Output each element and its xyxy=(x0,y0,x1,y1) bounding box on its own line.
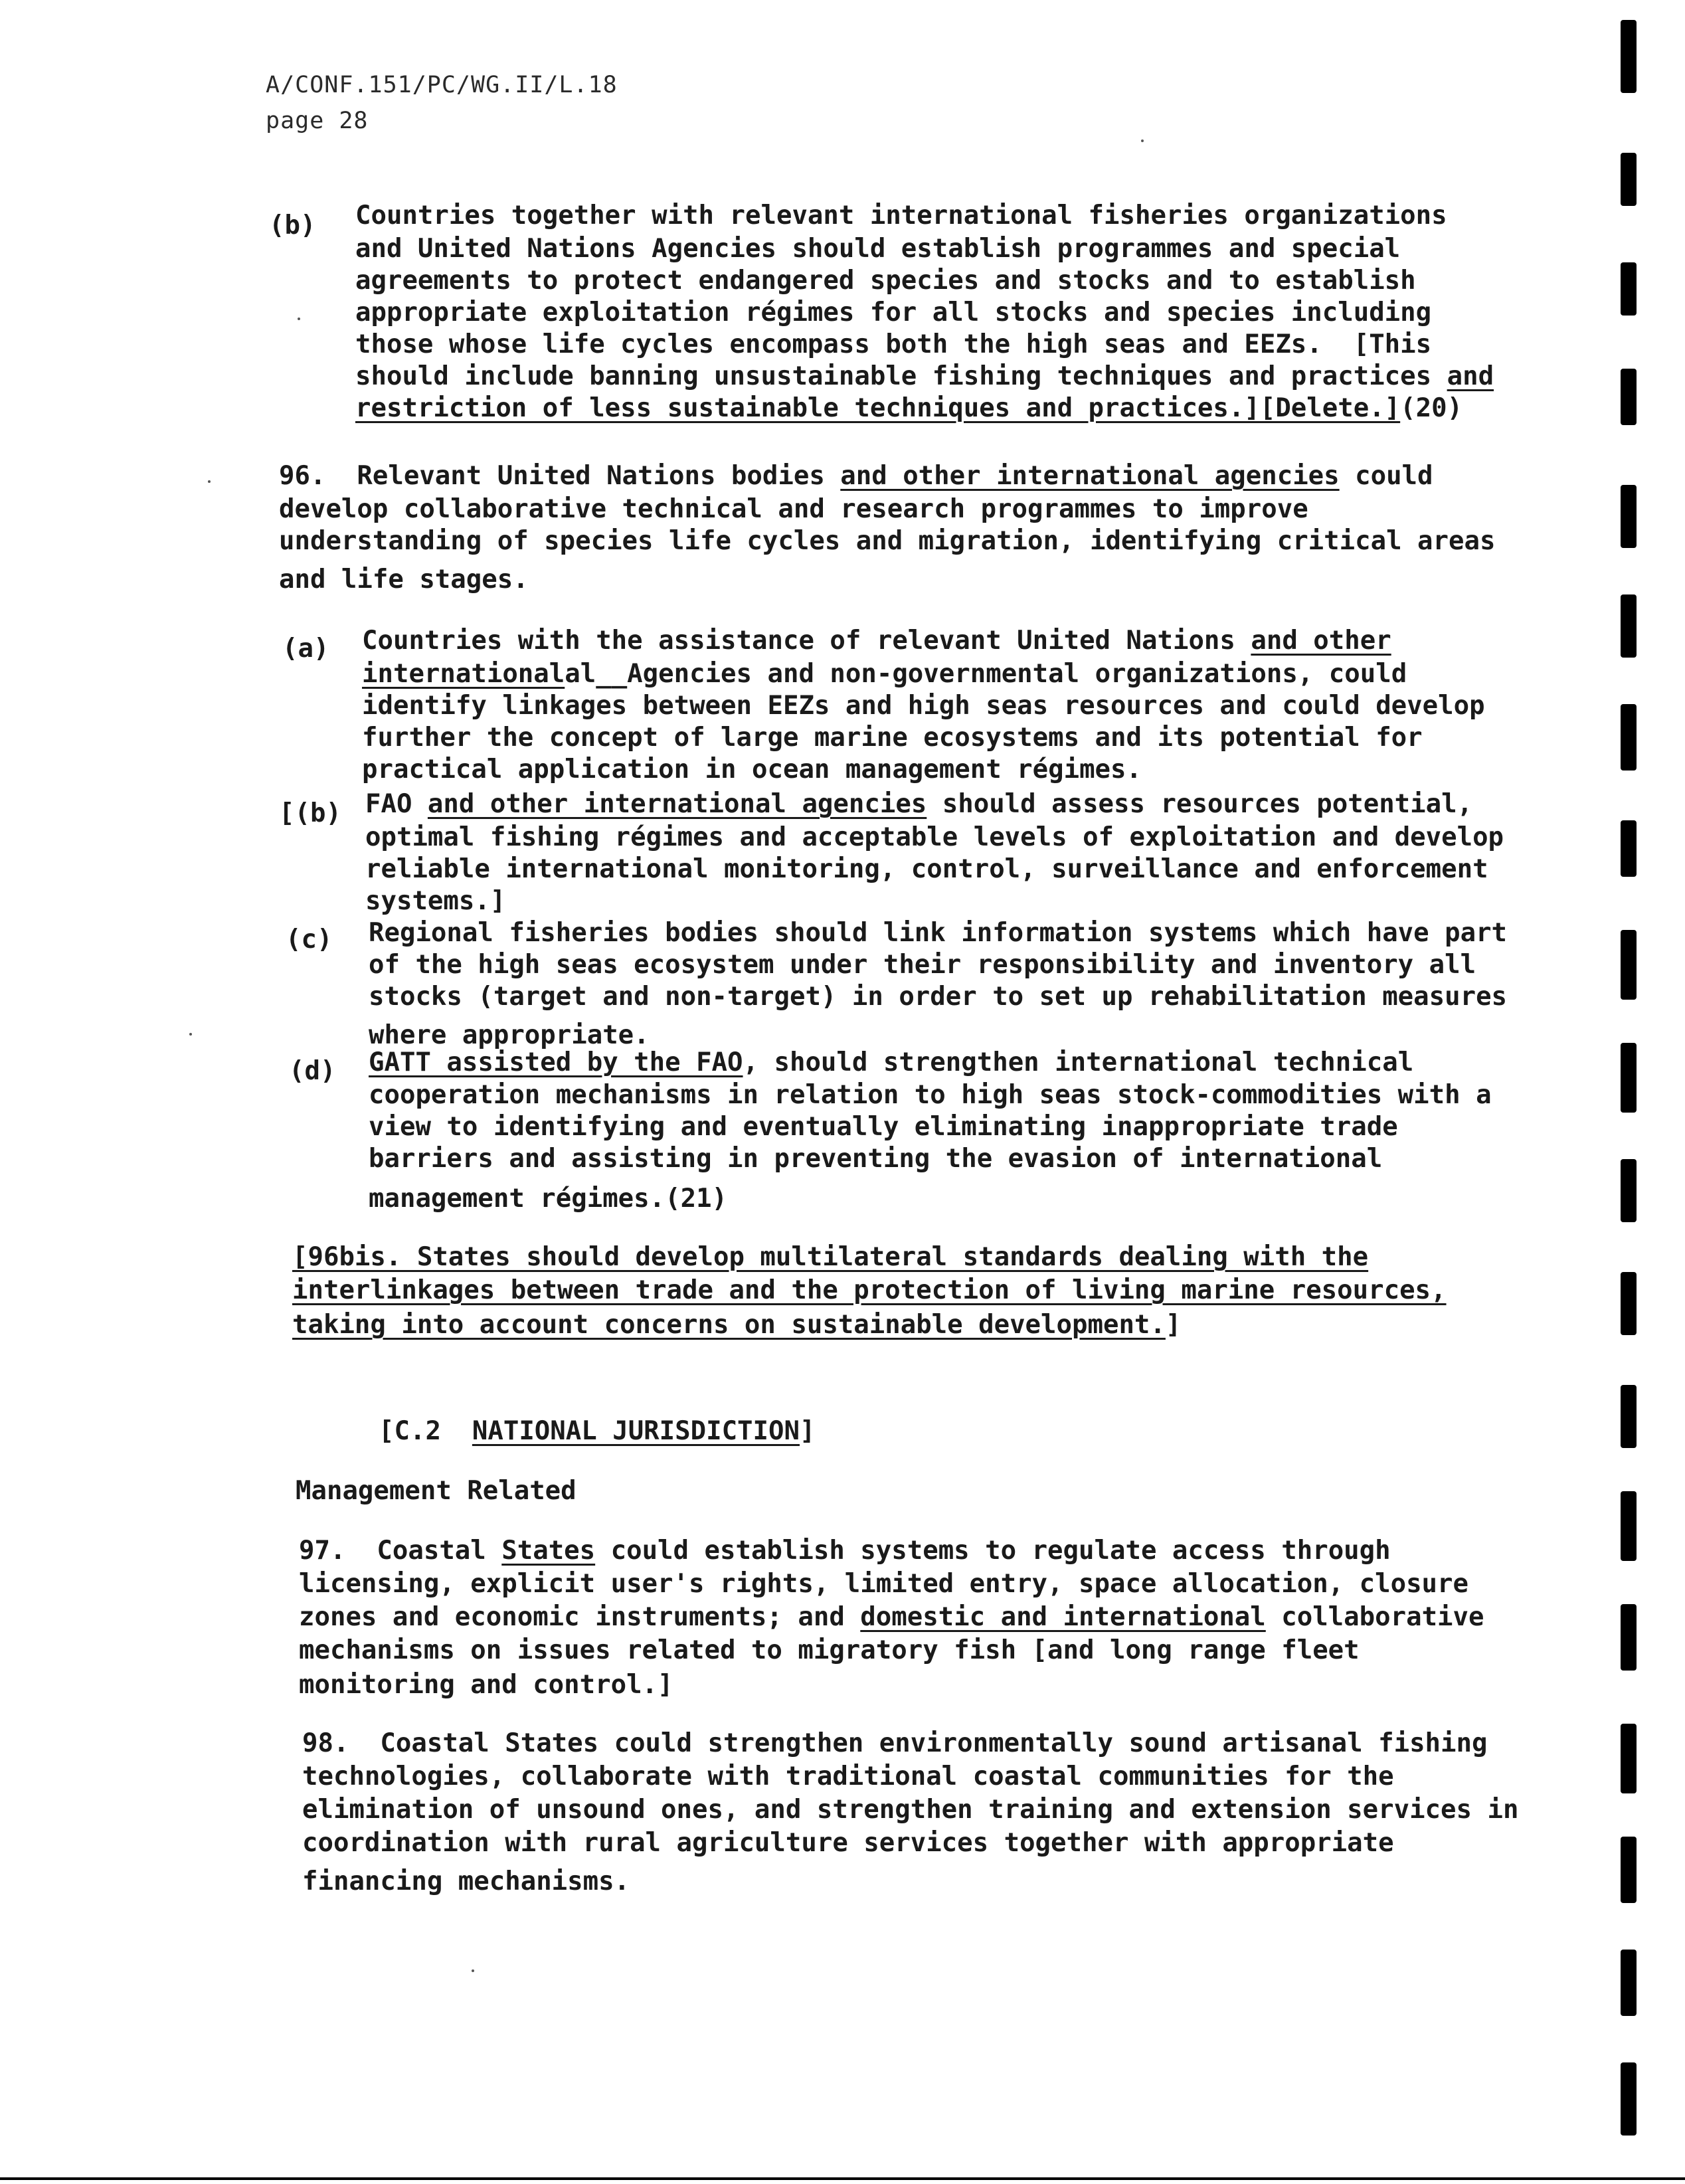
para-96b-line-2: optimal fishing régimes and acceptable levels of exploitation and develop xyxy=(365,822,1504,852)
margin-bar xyxy=(1621,1724,1637,1793)
para-96d-line-1-b: , should strengthen international technical xyxy=(743,1047,1414,1077)
para-95b-line-2: and United Nations Agencies should establish programmes and special xyxy=(355,234,1401,264)
para-95b-footnote-20: (20) xyxy=(1400,393,1463,423)
para-96-line-4: and life stages. xyxy=(279,565,529,594)
para-95b-line-6-text: should include banning unsustainable fishing techniques and practices xyxy=(355,361,1447,391)
para-96-line-1-b: could xyxy=(1339,461,1433,491)
para-97-line-3-b: collaborative xyxy=(1265,1602,1484,1632)
margin-bar xyxy=(1621,704,1637,771)
scan-speck xyxy=(472,1969,474,1972)
para-96-line-2: develop collaborative technical and research programmes to improve xyxy=(279,494,1308,524)
para-96bis-line-3 xyxy=(292,1309,1181,1342)
para-96a-line-2-b: al__Agencies and non-governmental organizations, could xyxy=(565,659,1407,689)
para-96a-underlined-international: international xyxy=(362,659,565,689)
para-97-line-2: licensing, explicit user's rights, limited entry, space allocation, closure xyxy=(299,1569,1468,1599)
para-96bis-underlined-2: interlinkages between trade and the protection of living marine resources, xyxy=(292,1275,1447,1305)
para-96-line-1 xyxy=(279,460,1433,493)
item-marker-c: (c) xyxy=(286,925,333,955)
scan-speck xyxy=(208,480,211,483)
scan-speck xyxy=(1141,139,1144,142)
scan-speck xyxy=(189,1033,192,1036)
para-96c-line-1: Regional fisheries bodies should link information systems which have part xyxy=(369,918,1508,948)
margin-bar xyxy=(1621,1159,1637,1222)
margin-bar xyxy=(1621,1837,1637,1903)
subheading: Management Related xyxy=(296,1476,576,1506)
margin-bar xyxy=(1621,369,1637,425)
para-96c-line-4: where appropriate. xyxy=(369,1020,650,1050)
para-96a-line-1 xyxy=(362,624,1391,658)
margin-bar xyxy=(1621,594,1637,658)
para-96-line-1-a: 96. Relevant United Nations bodies xyxy=(279,461,841,491)
para-96d-line-5: management régimes.(21) xyxy=(369,1184,728,1214)
para-96bis-close-bracket: ] xyxy=(1165,1310,1182,1340)
document-symbol: A/CONF.151/PC/WG.II/L.18 xyxy=(266,72,618,98)
para-95b-line-6 xyxy=(355,360,1494,393)
scan-speck xyxy=(298,318,300,320)
para-97-line-1 xyxy=(299,1534,1391,1568)
margin-bar xyxy=(1621,1950,1637,2016)
para-98-line-5: financing mechanisms. xyxy=(302,1866,630,1896)
margin-bar xyxy=(1621,930,1637,1000)
para-96d-line-3: view to identifying and eventually eliminating inappropriate trade xyxy=(369,1112,1398,1142)
para-95b-line-4: appropriate exploitation régimes for all stocks and species including xyxy=(355,298,1432,327)
scan-bottom-edge xyxy=(0,2177,1685,2180)
para-96d-line-1 xyxy=(369,1046,1413,1079)
para-98-line-4: coordination with rural agriculture services together with appropriate xyxy=(302,1828,1394,1858)
para-96bis-line-2 xyxy=(292,1274,1447,1307)
para-96d-line-4: barriers and assisting in preventing the evasion of international xyxy=(369,1144,1383,1174)
item-marker-b: (b) xyxy=(269,211,316,240)
para-95b-line-7 xyxy=(355,392,1463,425)
section-title: NATIONAL JURISDICTION xyxy=(472,1416,800,1446)
para-96b-underlined: and other international agencies xyxy=(427,789,927,819)
para-98-line-3: elimination of unsound ones, and strengthen training and extension services in xyxy=(302,1795,1519,1825)
para-96b-line-1-a: FAO xyxy=(365,789,428,819)
para-96d-underlined-gatt: GATT assisted by the FAO xyxy=(369,1047,743,1077)
page-number: page 28 xyxy=(266,108,369,134)
item-marker-a: (a) xyxy=(282,634,329,664)
para-98-line-2: technologies, collaborate with traditional coastal communities for the xyxy=(302,1762,1394,1791)
para-95b-line-5: those whose life cycles encompass both the high seas and EEZs. [This xyxy=(355,329,1432,359)
para-97-underlined-states: States xyxy=(501,1536,596,1566)
para-97-line-4: mechanisms on issues related to migratory fish [and long range fleet xyxy=(299,1635,1360,1665)
para-96a-line-1-a: Countries with the assistance of relevant United Nations xyxy=(362,626,1251,656)
section-prefix: [C.2 xyxy=(379,1416,472,1446)
margin-bar xyxy=(1621,1385,1637,1448)
para-96b-line-1 xyxy=(365,788,1472,821)
para-95b-underlined-restriction: restriction of less sustainable techniques and practices.][Delete.] xyxy=(355,393,1401,423)
para-96c-line-2: of the high seas ecosystem under their responsibility and inventory all xyxy=(369,950,1476,980)
para-95b-line-1: Countries together with relevant international fisheries organizations xyxy=(355,201,1447,230)
item-marker-d: (d) xyxy=(289,1056,336,1086)
para-96a-underlined-and-other: and other xyxy=(1251,626,1391,656)
section-suffix: ] xyxy=(799,1416,816,1446)
margin-bar xyxy=(1621,1604,1637,1671)
margin-bar xyxy=(1621,485,1637,548)
item-marker-bracket-b: [(b) xyxy=(279,798,341,828)
para-95b-underlined-and: and xyxy=(1447,361,1494,391)
para-96bis-underlined-1: [96bis. States should develop multilateral standards dealing with the xyxy=(292,1242,1369,1272)
para-96d-line-2: cooperation mechanisms in relation to high seas stock-commodities with a xyxy=(369,1080,1492,1110)
margin-bar xyxy=(1621,2062,1637,2136)
para-96a-line-3: identify linkages between EEZs and high seas resources and could develop xyxy=(362,691,1485,721)
para-96a-line-2 xyxy=(362,658,1407,691)
para-97-line-5: monitoring and control.] xyxy=(299,1670,673,1700)
para-97-line-3 xyxy=(299,1601,1484,1634)
margin-bar xyxy=(1621,153,1637,206)
section-heading xyxy=(379,1415,815,1448)
para-96b-line-4: systems.] xyxy=(365,886,506,916)
para-97-line-3-a: zones and economic instruments; and xyxy=(299,1602,861,1632)
para-96-line-3: understanding of species life cycles and migration, identifying critical areas xyxy=(279,526,1496,556)
para-97-line-1-b: could establish systems to regulate access through xyxy=(595,1536,1391,1566)
para-96a-line-4: further the concept of large marine ecosystems and its potential for xyxy=(362,723,1423,753)
para-96bis-line-1 xyxy=(292,1241,1368,1274)
para-97-line-1-a: 97. Coastal xyxy=(299,1536,502,1566)
para-96-underlined: and other international agencies xyxy=(840,461,1340,491)
para-97-underlined-domestic: domestic and international xyxy=(860,1602,1266,1632)
margin-bar xyxy=(1621,20,1637,93)
para-95b-line-3: agreements to protect endangered species and stocks and to establish xyxy=(355,266,1416,296)
margin-bar xyxy=(1621,262,1637,316)
para-98-line-1: 98. Coastal States could strengthen environmentally sound artisanal fishing xyxy=(302,1728,1488,1758)
margin-bar xyxy=(1621,1272,1637,1335)
para-96b-line-1-b: should assess resources potential, xyxy=(927,789,1473,819)
margin-bar xyxy=(1621,1043,1637,1113)
para-96b-line-3: reliable international monitoring, control, surveillance and enforcement xyxy=(365,854,1488,884)
margin-bar xyxy=(1621,1491,1637,1561)
para-96c-line-3: stocks (target and non-target) in order to set up rehabilitation measures xyxy=(369,982,1508,1012)
para-96bis-underlined-3: taking into account concerns on sustainable development. xyxy=(292,1310,1166,1340)
margin-bar xyxy=(1621,820,1637,877)
para-96a-line-5: practical application in ocean management régimes. xyxy=(362,755,1142,784)
